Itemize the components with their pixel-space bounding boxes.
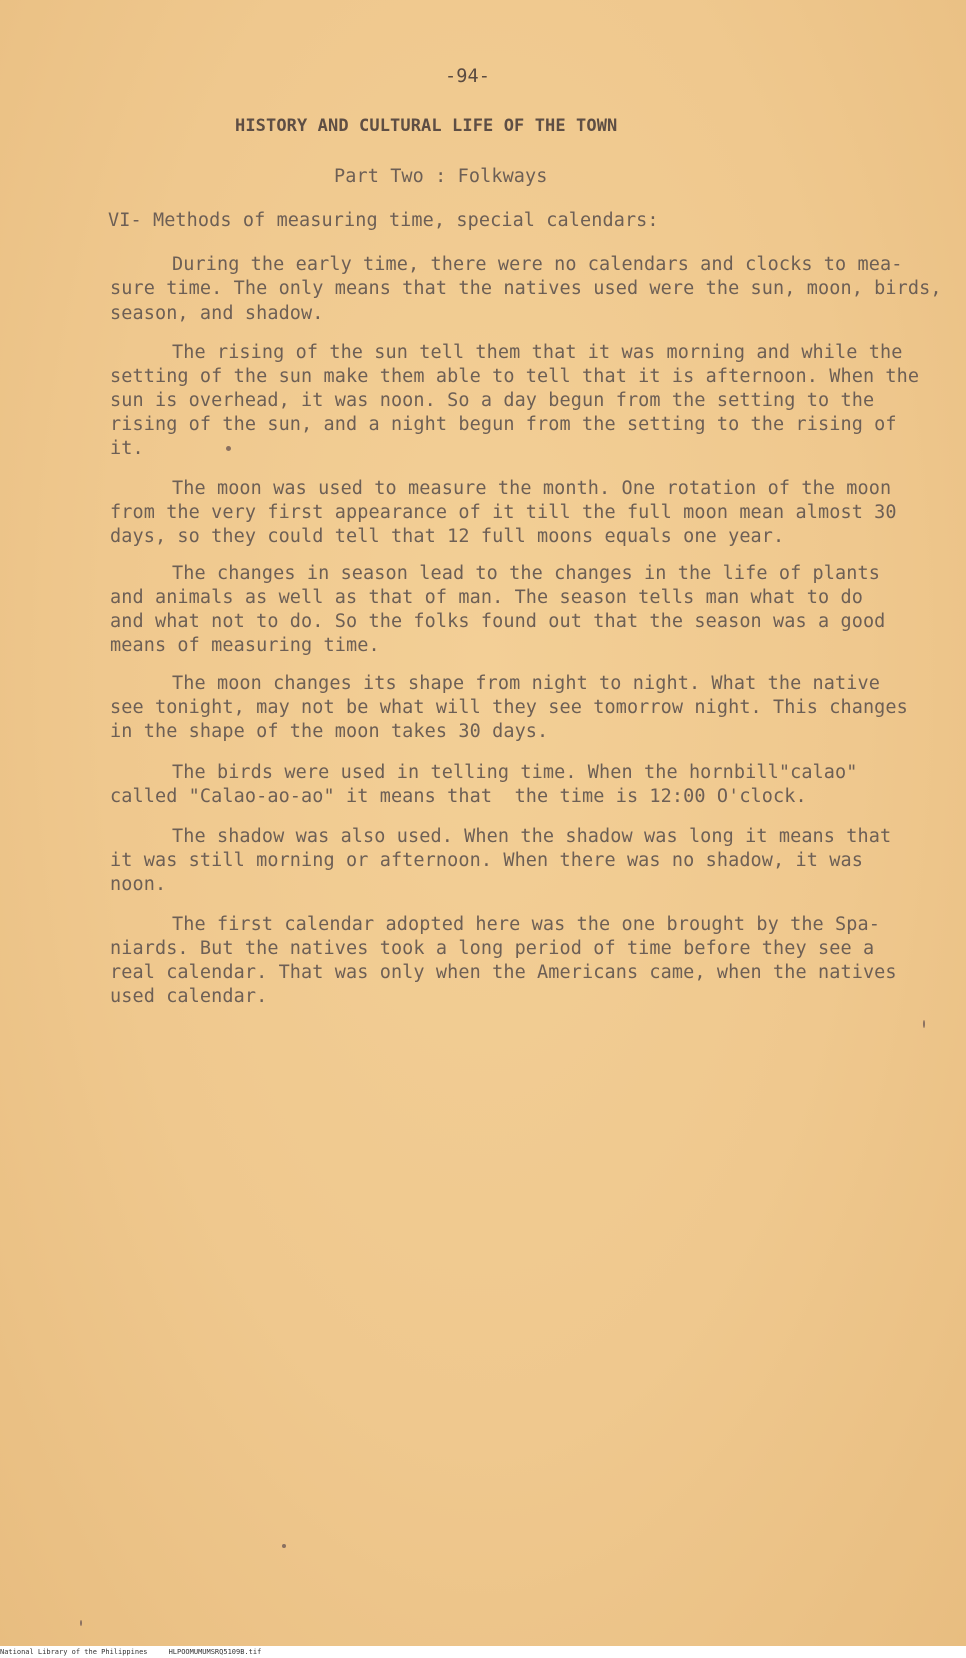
- text-line: The changes in season lead to the changes in the life of plants: [172, 563, 880, 584]
- text-line: in the shape of the moon takes 30 days.: [110, 721, 549, 742]
- text-line: sure time. The only means that the natives used were the sun, moon, birds,: [110, 278, 942, 299]
- page-number: -94-: [445, 66, 490, 87]
- section-heading: VI- Methods of measuring time, special calendars:: [108, 210, 659, 231]
- text-line: niards. But the natives took a long period of time before they see a: [110, 938, 875, 959]
- text-line: and what not to do. So the folks found out that the season was a good: [110, 611, 886, 632]
- text-line: means of measuring time.: [110, 635, 380, 656]
- page-subtitle: Part Two : Folkways: [334, 166, 548, 187]
- text-line: it was still morning or afternoon. When there was no shadow, it was: [110, 850, 863, 871]
- scan-footer: National Library of the Philippines HLPOOMUMUMSRQ5109B.tif: [0, 1646, 966, 1658]
- text-line: The shadow was also used. When the shadow was long it means that: [172, 826, 892, 847]
- text-line: used calendar.: [110, 986, 268, 1007]
- text-line: sun is overhead, it was noon. So a day begun from the setting to the: [110, 390, 875, 411]
- text-line: days, so they could tell that 12 full moons equals one year.: [110, 526, 785, 547]
- text-line: it.: [110, 438, 144, 459]
- ink-speck: [226, 446, 231, 451]
- text-line: called "Calao-ao-ao" it means that the time is 12:00 O'clock.: [110, 786, 807, 807]
- text-line: setting of the sun make them able to tell that it is afternoon. When the: [110, 366, 920, 387]
- text-line: The birds were used in telling time. When the hornbill"calao": [172, 762, 858, 783]
- text-line: and animals as well as that of man. The season tells man what to do: [110, 587, 863, 608]
- ink-speck: [80, 1620, 82, 1626]
- text-line: The rising of the sun tell them that it was morning and while the: [172, 342, 903, 363]
- text-line: rising of the sun, and a night begun from the setting to the rising of: [110, 414, 897, 435]
- text-line: noon.: [110, 874, 167, 895]
- ink-speck: [282, 1544, 286, 1548]
- page-title: HISTORY AND CULTURAL LIFE OF THE TOWN: [235, 116, 618, 136]
- text-line: real calendar. That was only when the Americans came, when the natives: [110, 962, 897, 983]
- text-line: The moon was used to measure the month. One rotation of the moon: [172, 478, 892, 499]
- text-line: The first calendar adopted here was the one brought by the Spa-: [172, 914, 880, 935]
- text-line: from the very first appearance of it till the full moon mean almost 30: [110, 502, 897, 523]
- text-line: The moon changes its shape from night to night. What the native: [172, 673, 880, 694]
- text-line: season, and shadow.: [110, 303, 324, 324]
- text-line: see tonight, may not be what will they see tomorrow night. This changes: [110, 697, 908, 718]
- ink-speck: [923, 1020, 925, 1028]
- text-line: During the early time, there were no calendars and clocks to mea-: [172, 254, 903, 275]
